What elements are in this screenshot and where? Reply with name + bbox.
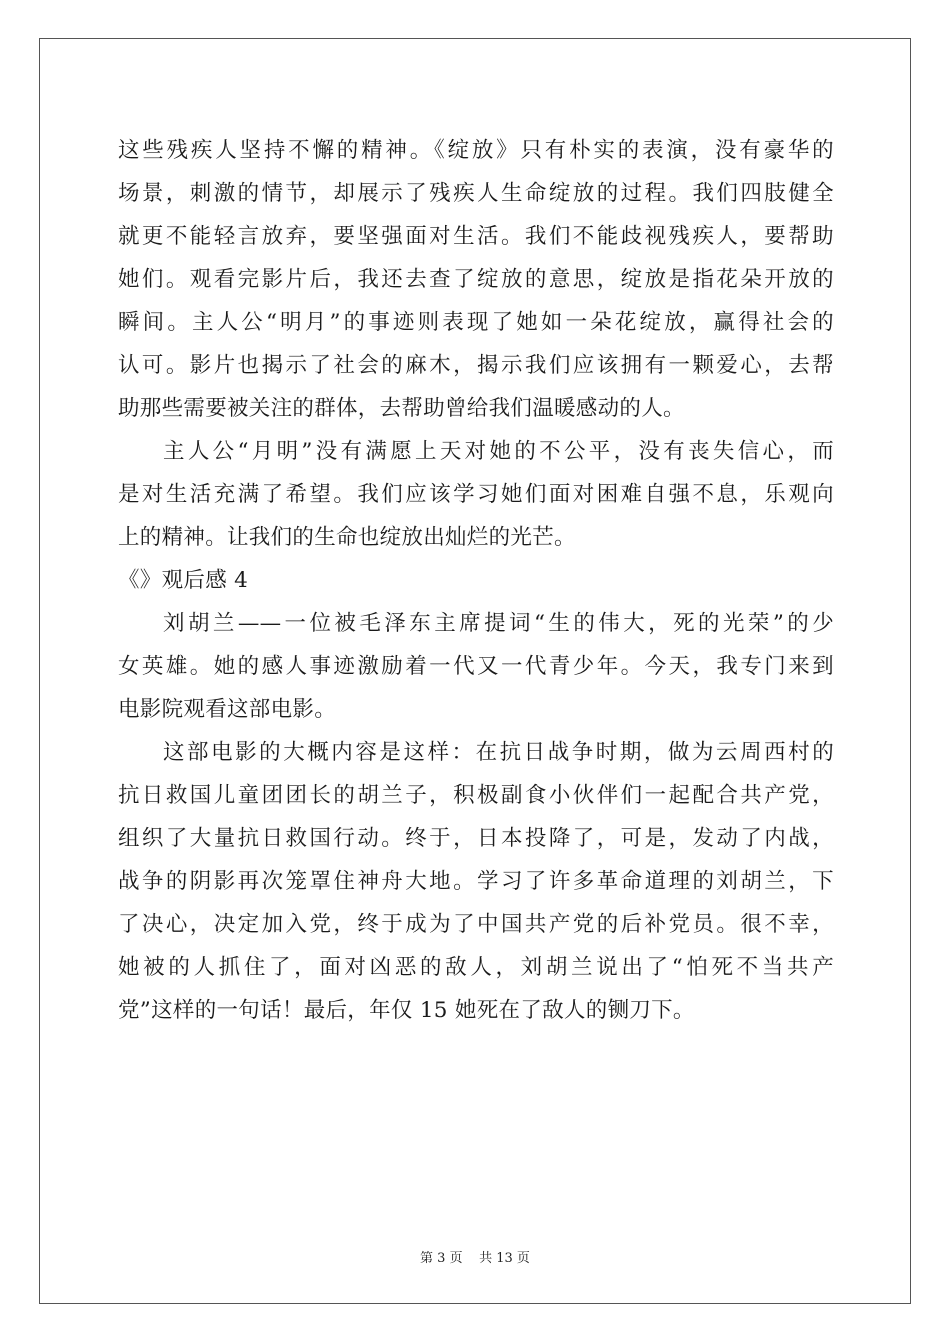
- text-line: 助那些需要被关注的群体，去帮助曾给我们温暖感动的人。: [118, 396, 685, 421]
- text-line: 瞬间。主人公“明月”的事迹则表现了她如一朵花绽放，赢得社会的: [118, 310, 834, 335]
- total-pages: 共 13 页: [479, 1251, 530, 1266]
- text-line: 战争的阴影再次笼罩住神舟大地。学习了许多革命道理的刘胡兰，下: [118, 869, 834, 894]
- text-line: 主人公“月明”没有满愿上天对她的不公平，没有丧失信心，而: [163, 439, 834, 464]
- section-heading: 《》观后感 4: [118, 568, 249, 593]
- text-line: 这些残疾人坚持不懈的精神。《绽放》只有朴实的表演，没有豪华的: [118, 138, 834, 163]
- text-line: 抗日救国儿童团团长的胡兰子，积极副食小伙伴们一起配合共产党，: [118, 783, 834, 808]
- text-line: 女英雄。她的感人事迹激励着一代又一代青少年。今天，我专门来到: [118, 654, 834, 679]
- text-line: 她被的人抓住了，面对凶恶的敌人，刘胡兰说出了“怕死不当共产: [118, 955, 834, 980]
- text-line: 是对生活充满了希望。我们应该学习她们面对困难自强不息，乐观向: [118, 482, 834, 507]
- page-footer: [0, 1247, 950, 1266]
- text-line: 组织了大量抗日救国行动。终于，日本投降了，可是，发动了内战，: [118, 826, 834, 851]
- text-line: 上的精神。让我们的生命也绽放出灿烂的光芒。: [118, 525, 576, 550]
- text-line: 认可。影片也揭示了社会的麻木，揭示我们应该拥有一颗爱心，去帮: [118, 353, 834, 378]
- text-line: 电影院观看这部电影。: [118, 697, 337, 722]
- page-number: 第 3 页: [420, 1251, 463, 1266]
- text-line: 党”这样的一句话！最后，年仅 15 她死在了敌人的铡刀下。: [118, 998, 695, 1023]
- text-line: 就更不能轻言放弃，要坚强面对生活。我们不能歧视残疾人，要帮助: [118, 224, 834, 249]
- text-line: 这部电影的大概内容是这样：在抗日战争时期，做为云周西村的: [163, 740, 834, 765]
- document-body: [118, 129, 834, 1032]
- text-line: 刘胡兰——一位被毛泽东主席提词“生的伟大，死的光荣”的少: [163, 611, 834, 636]
- text-line: 她们。观看完影片后，我还去查了绽放的意思，绽放是指花朵开放的: [118, 267, 834, 292]
- text-line: 了决心，决定加入党，终于成为了中国共产党的后补党员。很不幸，: [118, 912, 834, 937]
- text-line: 场景，刺激的情节，却展示了残疾人生命绽放的过程。我们四肢健全: [118, 181, 834, 206]
